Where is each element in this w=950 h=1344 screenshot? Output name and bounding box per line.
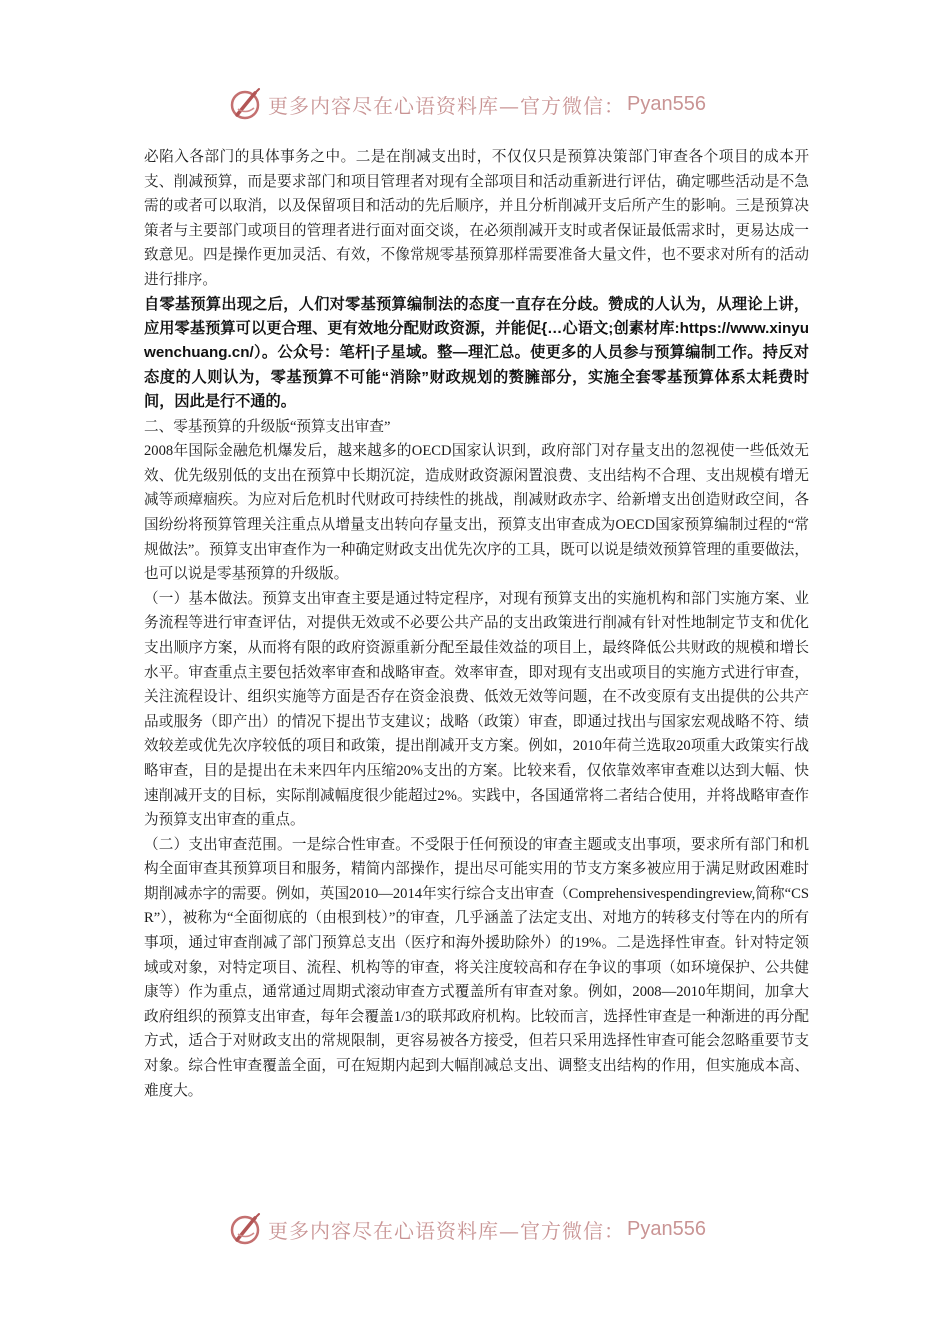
paragraph: （二）支出审查范围。一是综合性审查。不受限于任何预设的审查主题或支出事项，要求所有部门和机构全面审查其预算项目和服务，精简内部操作，提出尽可能实用的节支方案多被应用于满足财政困难时期削减赤字的需要。例如，英国2010—2014年实行综合支出审查（Comprehensivespendingreview,简称“CSR”），被称为“全面彻底的（由根到枝）”的审查，几乎涵盖了法定支出、对地方的转移支付等在内的所有事项，通过审查削减了部门预算总支出（医疗和海外援助除外）的19%。二是选择性审查。针对特定领域或对象，对特定项目、流程、机构等的审查，将关注度较高和存在争议的事项（如环境保护、公共健康等）作为重点，通常通过周期式滚动审查方式覆盖所有审查对象。例如，2008—2010年期间，加拿大政府组织的预算支出审查，每年会覆盖1/3的联邦政府机构。比较而言，选择性审查是一种渐进的再分配方式，适合于对财政支出的常规限制，更容易被各方接受，但若只采用选择性审查可能会忽略重要节支对象。综合性审查覆盖全面，可在短期内起到大幅削减总支出、调整支出结构的作用，但实施成本高、难度大。: [144, 836, 809, 1099]
paragraph: （一）基本做法。预算支出审查主要是通过特定程序，对现有预算支出的实施机构和部门实施方案、业务流程等进行审查评估，对提供无效或不必要公共产品的支出政策进行削减有针对性地制定节支和优化支出顺序方案，从而将有限的政府资源重新分配至最佳效益的项目上，最终降低公共财政的规模和增长水平。审查重点主要包括效率审查和战略审查。效率审查，即对现有支出或项目的实施方式进行审查，关注流程设计、组织实施等方面是否存在资金浪费、低效无效等问题，在不改变原有支出提供的公共产品或服务（即产出）的情况下提出节支建议；战略（政策）审查，即通过找出与国家宏观战略不符、绩效较差或优先次序较低的项目和政策，提出削减开支方案。例如，2010年荷兰选取20项重大政策实行战略审查，目的是提出在未来四年内压缩20%支出的方案。比较来看，仅依靠效率审查难以达到大幅、快速削减开支的目标，实际削减幅度很少能超过2%。实践中，各国通常将二者结合使用，并将战略审查作为预算支出审查的重点。: [144, 590, 809, 829]
banner-wechat-id: Pyan556: [627, 92, 706, 115]
header-watermark-banner: [228, 84, 728, 124]
paragraph: 2008年国际金融危机爆发后，越来越多的OECD国家认识到，政府部门对存量支出的忽视使一些低效无效、优先级别低的支出在预算中长期沉淀，造成财政资源闲置浪费、支出结构不合理、支出规模有增无减等顽瘴痼疾。为应对后危机时代财政可持续性的挑战，削减财政赤字、给新增支出创造财政空间，各国纷纷将预算管理关注重点从增量支出转向存量支出，预算支出审查成为OECD国家预算编制过程的“常规做法”。预算支出审查作为一种确定财政支出优先次序的工具，既可以说是绩效预算管理的重要做法，也可以说是零基预算的升级版。: [144, 443, 809, 583]
paragraph: 必陷入各部门的具体事务之中。二是在削减支出时，不仅仅只是预算决策部门审查各个项目的成本开支、削减预算，而是要求部门和项目管理者对现有全部项目和活动重新进行评估，确定哪些活动是不急需的或者可以取消，以及保留项目和活动的先后顺序，并且分析削减开支后所产生的影响。三是预算决策者与主要部门或项目的管理者进行面对面交谈，在必须削减开支时或者保证最低需求时，更易达成一致意见。四是操作更加灵活、有效，不像常规零基预算那样需要准备大量文件，也不要求对所有的活动进行排序。: [144, 149, 809, 288]
pen-logo-icon: [228, 1211, 264, 1247]
banner-wechat-id: Pyan556: [627, 1217, 706, 1240]
banner-text: 更多内容尽在心语资料库—官方微信：: [268, 1218, 625, 1243]
footer-watermark-banner: [228, 1209, 728, 1249]
banner-text: 更多内容尽在心语资料库—官方微信：: [268, 93, 625, 118]
article-body: [144, 145, 809, 1103]
paragraph-bold: 自零基预算出现之后，人们对零基预算编制法的态度一直存在分歧。赞成的人认为，从理论上讲，应用零基预算可以更合理、更有效地分配财政资源，并能促{…心语文;创素材库:https://www.xinyuwenchuang.cn/）。公众号：笔杆|子星域。整—理汇总。使更多的人员参与预算编制工作。持反对态度的人则认为，零基预算不可能“消除”财政规划的赘臃部分，实施全套零基预算体系太耗费时间，因此是行不通的。: [144, 295, 809, 411]
pen-logo-icon: [228, 86, 264, 122]
section-heading: 二、零基预算的升级版“预算支出审查”: [144, 418, 391, 435]
